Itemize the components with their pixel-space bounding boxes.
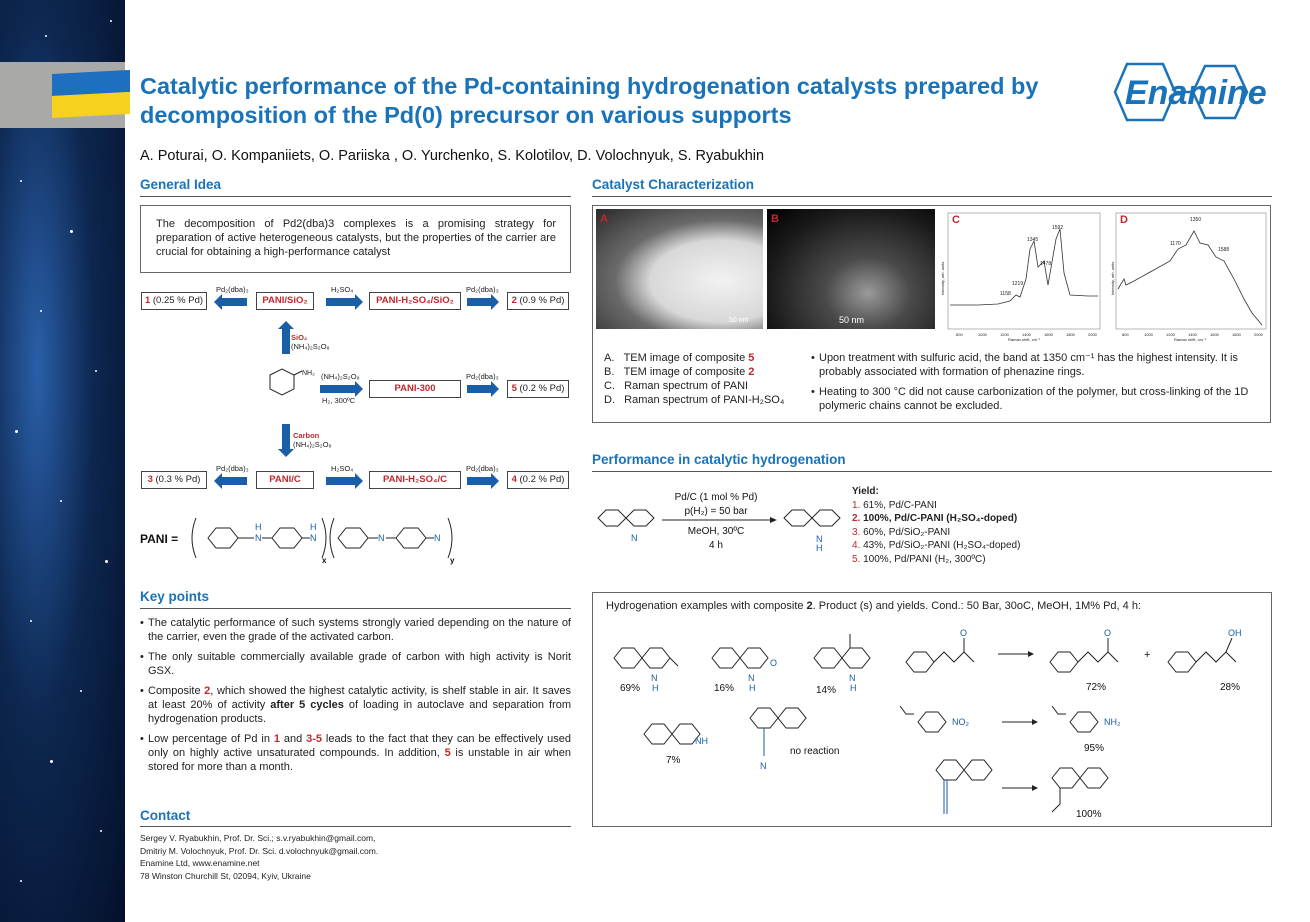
svg-text:N: N — [748, 673, 755, 683]
svg-text:1000: 1000 — [978, 332, 987, 337]
svg-text:800: 800 — [1122, 332, 1129, 337]
svg-text:H: H — [255, 522, 262, 532]
svg-text:2000: 2000 — [1088, 332, 1097, 337]
svg-text:N: N — [849, 673, 856, 683]
yield-item: 4. 43%, Pd/SiO₂-PANI (H₂SO₄-doped) — [852, 540, 1021, 551]
svg-text:no reaction: no reaction — [790, 746, 840, 757]
poster-title: Catalytic performance of the Pd-containing hydrogenation catalysts prepared by decomposition of the Pd(0) precursor on various supports — [140, 73, 1039, 128]
dihydroquinolinone — [712, 648, 777, 694]
arrow-right — [467, 298, 492, 306]
ethynylnaphthalene-reaction — [936, 760, 1108, 820]
svg-text:800: 800 — [956, 332, 963, 337]
svg-text:y: y — [450, 556, 455, 565]
svg-text:x: x — [322, 556, 327, 565]
svg-text:1350: 1350 — [1190, 217, 1202, 223]
svg-text:Intensity, arb. units: Intensity, arb. units — [1110, 261, 1115, 295]
svg-text:O: O — [960, 628, 968, 638]
divider — [140, 608, 571, 609]
svg-text:Intensity, arb. units: Intensity, arb. units — [940, 261, 945, 295]
raman-chart-d — [1112, 209, 1270, 341]
svg-text:+: + — [1144, 649, 1151, 661]
divider — [592, 196, 1272, 197]
svg-text:1800: 1800 — [1066, 332, 1075, 337]
svg-text:1200: 1200 — [1166, 332, 1175, 337]
svg-text:72%: 72% — [1086, 682, 1107, 693]
contact-line: 78 Winston Churchill St, 02094, Kyiv, Ukraine — [140, 870, 311, 881]
svg-text:OH: OH — [1228, 628, 1242, 638]
svg-text:1400: 1400 — [1022, 332, 1031, 337]
characterization-legend — [604, 351, 784, 407]
scale-bar-label: 50 nm — [729, 317, 749, 324]
svg-text:C: C — [952, 214, 960, 226]
svg-text:O: O — [770, 658, 778, 668]
pani-h2so4-sio2-box: PANI-H₂SO₄/SiO₂ — [369, 292, 461, 310]
svg-text:1600: 1600 — [1210, 332, 1219, 337]
contact-heading: Contact — [140, 808, 191, 823]
tetrahydroisoquinoline — [644, 724, 708, 766]
reagent-label: Pd₂(dba)₃ — [216, 464, 249, 473]
nitrostyrene-reaction — [900, 706, 1121, 754]
legend-item: D. Raman spectrum of PANI-H₂SO₄ — [604, 394, 785, 406]
pani-sio2-box: PANI/SiO₂ — [256, 292, 314, 310]
ukraine-flag-icon — [52, 70, 130, 118]
legend-item: A. TEM image of composite 5 — [604, 352, 755, 364]
svg-text:1219: 1219 — [1012, 281, 1024, 287]
yield-item: 5. 100%, Pd/PANI (H₂, 300ºC) — [852, 553, 986, 565]
svg-text:N: N — [651, 673, 658, 683]
general-idea-heading: General Idea — [140, 177, 222, 192]
yield-item: 2. 100%, Pd/C-PANI (H₂SO₄-doped) — [852, 513, 1018, 524]
pani-c-box: PANI/C — [256, 471, 314, 489]
space-background — [0, 0, 125, 922]
svg-text:28%: 28% — [1220, 682, 1241, 693]
enone-reaction — [906, 628, 1242, 693]
svg-text:1158: 1158 — [1000, 291, 1011, 297]
hydrogenation-heading: Hydrogenation examples with composite 2. Product (s) and yields. Cond.: 50 Bar, 30oC, MeOH, 1M% Pd, 4 h: — [606, 600, 1141, 612]
reagent-label: (NH₄)₂S₂O₈ — [321, 372, 360, 381]
yield-item: 1. 61%, Pd/C-PANI — [852, 499, 937, 511]
svg-text:95%: 95% — [1084, 743, 1105, 754]
svg-text:N: N — [255, 533, 262, 543]
panel-label: B — [771, 213, 779, 225]
reagent-label: Pd₂(dba)₃ — [466, 372, 499, 381]
svg-text:1170: 1170 — [1170, 241, 1181, 247]
arrow-right — [326, 477, 356, 485]
legend-item: B. TEM image of composite 2 — [604, 366, 755, 378]
svg-text:1345: 1345 — [1027, 237, 1039, 243]
svg-text:1592: 1592 — [1052, 225, 1064, 231]
yields-list — [852, 485, 1020, 566]
svg-text:NH₂: NH₂ — [1104, 717, 1121, 727]
arrow-right — [467, 477, 492, 485]
reagent-label: H₂SO₄ — [331, 464, 354, 473]
tetrahydroquinoline-4-methyl — [814, 634, 870, 696]
svg-text:4 h: 4 h — [709, 540, 723, 551]
svg-text:1800: 1800 — [1232, 332, 1241, 337]
reagent-label: (NH₄)₂S₂O₈ — [293, 440, 332, 449]
svg-text:69%: 69% — [620, 683, 641, 694]
divider — [140, 196, 571, 197]
reagent-label: H₂SO₄ — [331, 285, 354, 294]
svg-text:Raman shift, cm⁻¹: Raman shift, cm⁻¹ — [1174, 337, 1207, 342]
svg-text:p(H₂) = 50 bar: p(H₂) = 50 bar — [684, 506, 748, 517]
legend-item: C. Raman spectrum of PANI — [604, 380, 749, 392]
panel-label: A — [600, 213, 608, 225]
raman-chart-c — [938, 209, 1108, 341]
contact-line: Dmitriy M. Volochnyuk, Prof. Dr. Sci. d.volochnyuk@gmail.com. — [140, 845, 379, 856]
svg-text:H: H — [652, 683, 659, 693]
performance-heading: Performance in catalytic hydrogenation — [592, 452, 846, 467]
product-1-box: 1 (0.25 % Pd) — [141, 292, 207, 310]
key-points-list — [140, 616, 571, 780]
svg-text:1000: 1000 — [1144, 332, 1153, 337]
arrow-right — [326, 298, 356, 306]
product-2-box: 2 (0.9 % Pd) — [507, 292, 569, 310]
svg-text:H: H — [310, 522, 317, 532]
svg-text:N: N — [631, 533, 638, 543]
pani-structure — [140, 508, 470, 568]
contact-line: Enamine Ltd, www.enamine.net — [140, 858, 260, 868]
naphthonitrile — [750, 708, 839, 771]
reagent-label: Pd₂(dba)₃ — [216, 285, 249, 294]
svg-text:NH: NH — [695, 736, 708, 746]
arrow-left — [221, 477, 247, 485]
svg-text:1600: 1600 — [1044, 332, 1053, 337]
reagent-label: Carbon — [293, 431, 320, 440]
svg-text:O: O — [1104, 628, 1112, 638]
svg-text:NH₂: NH₂ — [302, 370, 315, 377]
yield-heading: Yield: — [852, 486, 879, 497]
svg-text:1478: 1478 — [1040, 261, 1052, 267]
reagent-label: (NH₄)₂S₂O₈ — [291, 342, 330, 351]
arrow-left — [221, 298, 247, 306]
arrow-right — [467, 385, 492, 393]
svg-text:NO₂: NO₂ — [952, 717, 969, 727]
svg-text:D: D — [1120, 214, 1128, 226]
svg-text:H: H — [816, 543, 823, 553]
svg-text:H: H — [749, 683, 756, 693]
divider — [140, 826, 571, 827]
note: • Heating to 300 °C did not cause carbonization of the polymer, but cross-linking of the 1D polymeric chains cannot be excluded. — [811, 385, 1265, 413]
svg-text:PANI =: PANI = — [140, 532, 179, 546]
svg-text:Raman shift, cm⁻¹: Raman shift, cm⁻¹ — [1008, 337, 1041, 342]
svg-text:N: N — [310, 533, 317, 543]
svg-text:14%: 14% — [816, 685, 837, 696]
tem-image-a — [596, 209, 763, 329]
svg-text:Pd/C (1 mol % Pd): Pd/C (1 mol % Pd) — [674, 492, 758, 503]
scale-bar-label: 50 nm — [839, 315, 865, 325]
product-5-box: 5 (0.2 % Pd) — [507, 380, 569, 398]
svg-text:7%: 7% — [666, 755, 681, 766]
divider — [592, 471, 1272, 472]
note: • Upon treatment with sulfuric acid, the band at 1350 cm⁻¹ has the highest intensity. It is probably associated with formation of phenazine rings. — [811, 351, 1265, 379]
reagent-label: Pd₂(dba)₃ — [466, 285, 499, 294]
enamine-logo — [1105, 60, 1275, 124]
hydrogenation-examples — [600, 618, 1265, 824]
svg-text:Enamine: Enamine — [1125, 74, 1267, 112]
tem-image-b — [767, 209, 935, 329]
svg-text:100%: 100% — [1076, 809, 1102, 820]
svg-text:H: H — [850, 683, 857, 693]
pani-300-box: PANI-300 — [369, 380, 461, 398]
yield-item: 3. 60%, Pd/SiO₂-PANI — [852, 526, 951, 538]
hydrogenation-scheme — [592, 488, 847, 568]
contact-info — [140, 832, 378, 882]
key-point: • Composite 2, which showed the highest catalytic activity, is shelf stable in air. It saves at least 20% of activity after 5 cycles of loading in autoclave and separation from hydrogenation products. — [140, 684, 571, 726]
reagent-label: Pd₂(dba)₃ — [466, 464, 499, 473]
arrow-up — [282, 328, 290, 354]
key-point: • The only suitable commercially available grade of carbon with high activity is Norit GSX. — [140, 650, 571, 678]
reagent-label: H₂, 300ºC — [322, 396, 356, 405]
svg-text:16%: 16% — [714, 683, 735, 694]
tetrahydroquinoline-2-methyl — [614, 648, 678, 694]
product-3-box: 3 (0.3 % Pd) — [141, 471, 207, 489]
key-points-heading: Key points — [140, 589, 210, 604]
key-point: • The catalytic performance of such systems strongly varied depending on the nature of the carrier, even the grade of the activated carbon. — [140, 616, 571, 644]
svg-text:N: N — [760, 761, 767, 771]
contact-line: Sergey V. Ryabukhin, Prof. Dr. Sci.; s.v.ryabukhin@gmail.com, — [140, 833, 376, 843]
svg-text:1400: 1400 — [1188, 332, 1197, 337]
characterization-heading: Catalyst Characterization — [592, 177, 755, 192]
svg-text:N: N — [434, 533, 441, 543]
svg-text:N: N — [378, 533, 385, 543]
svg-text:1588: 1588 — [1218, 247, 1230, 253]
pani-h2so4-c-box: PANI-H₂SO₄/C — [369, 471, 461, 489]
authors: A. Poturai, O. Kompaniiets, O. Pariiska , O. Yurchenko, S. Kolotilov, D. Volochnyuk, S. Ryabukhin — [140, 148, 765, 164]
general-idea-text: The decomposition of Pd2(dba)3 complexes is a promising strategy for preparation of active heterogeneous catalysts, but the properties of the carrier are crucial for obtaining a high-performance catalyst — [156, 218, 556, 258]
svg-text:2000: 2000 — [1254, 332, 1263, 337]
arrow-right — [320, 385, 356, 393]
svg-text:MeOH, 30ºC: MeOH, 30ºC — [687, 526, 745, 537]
characterization-notes — [811, 351, 1265, 419]
arrow-down — [282, 424, 290, 450]
svg-text:1200: 1200 — [1000, 332, 1009, 337]
key-point: • Low percentage of Pd in 1 and 3-5 leads to the fact that they can be effectively used only on highly active unsaturated compounds. In addition, 5 is unstable in air when stored for more than a month. — [140, 732, 571, 774]
product-4-box: 4 (0.2 % Pd) — [507, 471, 569, 489]
svg-text:N: N — [816, 534, 823, 544]
aniline-structure — [258, 367, 316, 407]
reagent-label: SiO₂ — [291, 333, 308, 342]
